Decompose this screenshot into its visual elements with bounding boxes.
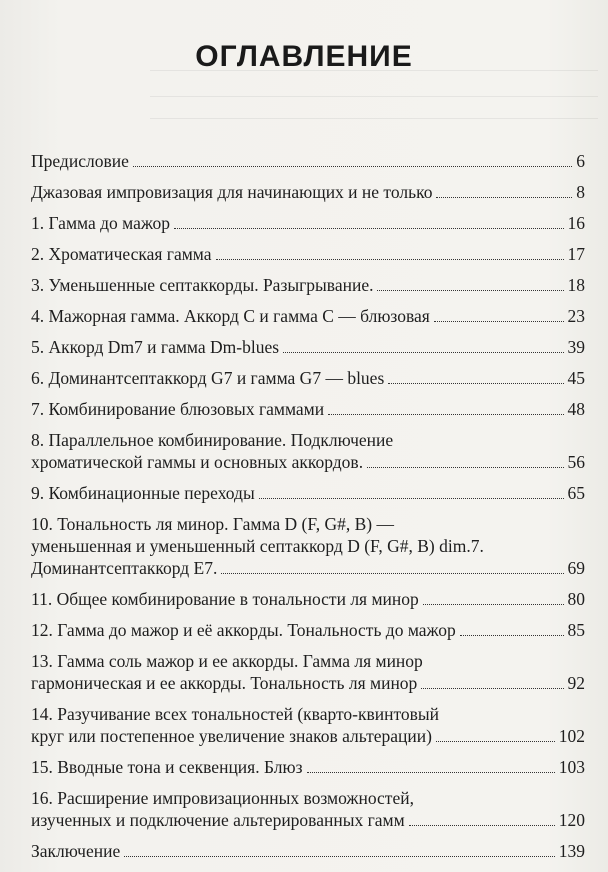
page-number: 85 [567, 620, 585, 640]
page-number: 92 [567, 673, 585, 693]
toc-entry-label: гармоническая и ее аккорды. Тональность ля минор [31, 673, 418, 693]
toc-entry-label: Заключение [31, 841, 121, 861]
dot-leader [377, 290, 563, 291]
toc-entry-row [31, 809, 585, 831]
toc-entry[interactable] [31, 756, 585, 778]
toc-entry[interactable] [31, 181, 585, 203]
page-number: 16 [567, 213, 585, 233]
toc-entry[interactable] [31, 274, 585, 296]
toc-entry[interactable] [31, 429, 585, 473]
toc-entry-label: хроматической гаммы и основных аккордов. [31, 452, 364, 472]
dot-leader [436, 741, 555, 742]
page-number: 18 [567, 275, 585, 295]
page-number: 48 [567, 399, 585, 419]
toc-entry-line: 10. Тональность ля минор. Гамма D (F, G#, B) — [31, 514, 394, 534]
toc-entry[interactable] [31, 336, 585, 358]
dot-leader [174, 228, 563, 229]
page-number: 102 [558, 726, 585, 746]
toc-entry-label: 9. Комбинационные переходы [31, 483, 255, 503]
bleed-through-text [150, 118, 598, 119]
toc-entry-row [31, 181, 585, 203]
toc-entry-line: уменьшенная и уменьшенный септаккорд D (F, G#, B) dim.7. [31, 536, 484, 556]
dot-leader [221, 573, 563, 574]
toc-entry-label: Доминантсептаккорд Е7. [31, 558, 218, 578]
dot-leader [460, 635, 564, 636]
toc-entry[interactable] [31, 703, 585, 747]
page-number: 56 [567, 452, 585, 472]
toc-entry-row [31, 557, 585, 579]
toc-entry-row [31, 756, 585, 778]
toc-entry[interactable] [31, 150, 585, 172]
toc-entry-row [31, 451, 585, 473]
toc-entry-label: Предисловие [31, 151, 129, 171]
toc-entry-row [31, 672, 585, 694]
dot-leader [434, 321, 564, 322]
toc-entry-label: 5. Аккорд Dm7 и гамма Dm-blues [31, 337, 280, 357]
toc-entry-row [31, 588, 585, 610]
table-of-contents [31, 150, 585, 862]
dot-leader [367, 467, 563, 468]
bleed-through-text [150, 96, 598, 97]
dot-leader [259, 498, 564, 499]
page-number: 80 [567, 589, 585, 609]
toc-entry[interactable] [31, 588, 585, 610]
toc-entry-label: 11. Общее комбинирование в тональности ля минор [31, 589, 419, 609]
page-number: 17 [567, 244, 585, 264]
dot-leader [421, 688, 563, 689]
page-title: ОГЛАВЛЕНИЕ [195, 40, 413, 73]
toc-entry-line: 13. Гамма соль мажор и ее аккорды. Гамма ля минор [31, 651, 423, 671]
toc-entry-row [31, 619, 585, 641]
dot-leader [307, 772, 555, 773]
toc-entry-row [31, 305, 585, 327]
dot-leader [388, 383, 563, 384]
toc-entry[interactable] [31, 398, 585, 420]
page-number: 120 [558, 810, 585, 830]
toc-entry[interactable] [31, 840, 585, 862]
toc-entry[interactable] [31, 367, 585, 389]
toc-entry-row [31, 398, 585, 420]
dot-leader [283, 352, 563, 353]
toc-entry-row [31, 243, 585, 265]
toc-entry-label: 15. Вводные тона и секвенция. Блюз [31, 757, 303, 777]
page-number: 6 [576, 151, 585, 171]
dot-leader [216, 259, 564, 260]
dot-leader [124, 856, 555, 857]
toc-entry-label: 4. Мажорная гамма. Аккорд С и гамма С — блюзовая [31, 306, 430, 326]
page-number: 8 [576, 182, 585, 202]
toc-entry-row [31, 212, 585, 234]
dot-leader [409, 825, 555, 826]
toc-entry-line: 14. Разучивание всех тональностей (кварто-квинтовый [31, 704, 440, 724]
toc-entry[interactable] [31, 787, 585, 831]
dot-leader [436, 197, 572, 198]
toc-entry[interactable] [31, 482, 585, 504]
dot-leader [423, 604, 564, 605]
toc-entry-row [31, 482, 585, 504]
page-number: 103 [558, 757, 585, 777]
page-number: 45 [567, 368, 585, 388]
toc-entry-label: изученных и подключение альтерированных гамм [31, 810, 405, 830]
toc-entry-label: 6. Доминантсептаккорд G7 и гамма G7 — blues [31, 368, 385, 388]
page-number: 65 [567, 483, 585, 503]
toc-entry-label: круг или постепенное увеличение знаков альтерации) [31, 726, 432, 746]
dot-leader [328, 414, 563, 415]
toc-entry-label: 2. Хроматическая гамма [31, 244, 212, 264]
toc-entry-row [31, 725, 585, 747]
toc-entry[interactable] [31, 619, 585, 641]
toc-entry-row [31, 367, 585, 389]
page-number: 69 [567, 558, 585, 578]
toc-entry-row [31, 336, 585, 358]
dot-leader [133, 166, 572, 167]
toc-entry-row [31, 150, 585, 172]
page-number: 39 [567, 337, 585, 357]
toc-entry[interactable] [31, 650, 585, 694]
page-number: 23 [567, 306, 585, 326]
toc-entry-row [31, 274, 585, 296]
toc-entry-line: 16. Расширение импровизационных возможностей, [31, 788, 414, 808]
toc-entry[interactable] [31, 305, 585, 327]
toc-entry-row [31, 840, 585, 862]
toc-entry[interactable] [31, 212, 585, 234]
page-number: 139 [558, 841, 585, 861]
toc-entry-label: 7. Комбинирование блюзовых гаммами [31, 399, 325, 419]
toc-entry-label: 1. Гамма до мажор [31, 213, 171, 233]
toc-entry[interactable] [31, 513, 585, 579]
toc-entry-label: Джазовая импровизация для начинающих и не только [31, 182, 433, 202]
toc-entry-label: 3. Уменьшенные септаккорды. Разыгрывание. [31, 275, 374, 295]
toc-entry-line: 8. Параллельное комбинирование. Подключение [31, 430, 394, 450]
toc-entry-label: 12. Гамма до мажор и её аккорды. Тональность до мажор [31, 620, 456, 640]
toc-entry[interactable] [31, 243, 585, 265]
